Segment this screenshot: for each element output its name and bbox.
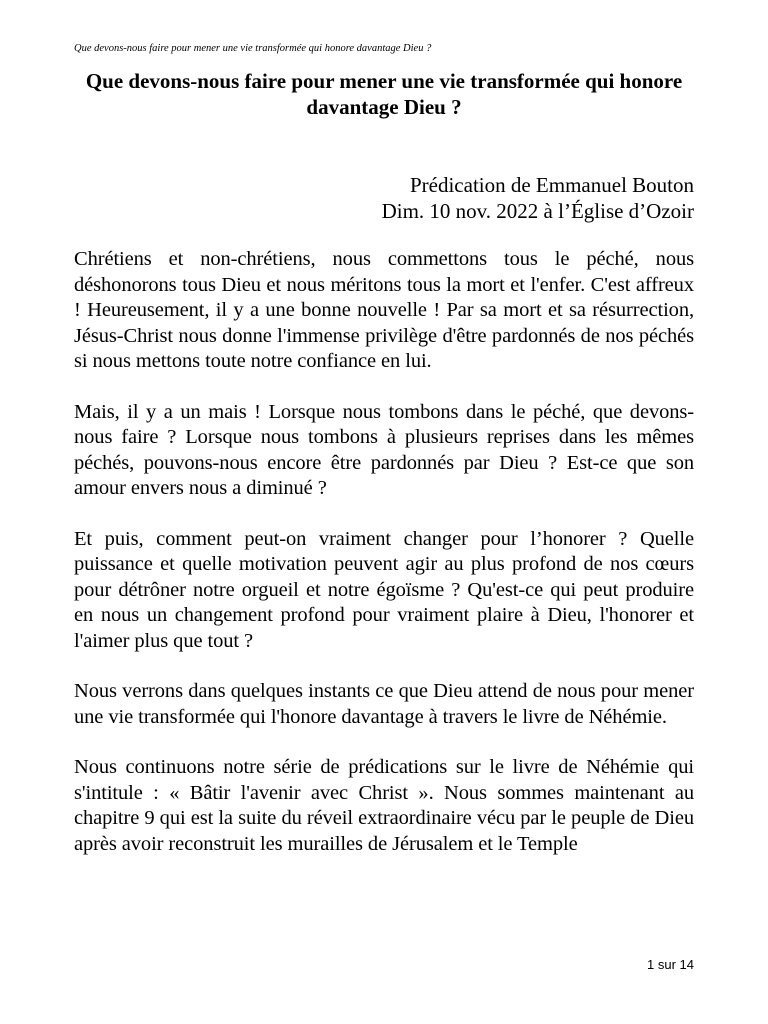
- body-text: [74, 247, 694, 882]
- document-title: Que devons-nous faire pour mener une vie transformée qui honore davantage Dieu ?: [85, 69, 683, 119]
- paragraph: Et puis, comment peut-on vraiment changer pour l’honorer ? Quelle puissance et quelle motivation peuvent agir au plus profond de nos cœurs pour détrôner notre orgueil et notre égoïsme ? Qu'est-ce qui peut produire en nous un changement profond pour vraiment plaire à Dieu, l'honorer et l'aimer plus que tout ?: [74, 527, 694, 652]
- paragraph: Nous continuons notre série de prédications sur le livre de Néhémie qui s'intitule : « Bâtir l'avenir avec Christ ». Nous sommes maintenant au chapitre 9 qui est la suite du réveil extraordinaire vécu par le peuple de Dieu après avoir reconstruit les murailles de Jérusalem et le Temple: [74, 756, 694, 855]
- page-number: 1 sur 14: [647, 957, 694, 972]
- paragraph: Nous verrons dans quelques instants ce que Dieu attend de nous pour mener une vie transformée qui l'honore davantage à travers le livre de Néhémie.: [74, 680, 694, 728]
- paragraph: Mais, il y a un mais ! Lorsque nous tombons dans le péché, que devons-nous faire ? Lorsque nous tombons à plusieurs reprises dans les mêmes péchés, pouvons-nous encore être pardonnés par Dieu ? Est-ce que son amour envers nous a diminué ?: [74, 400, 694, 499]
- paragraph: Chrétiens et non-chrétiens, nous commettons tous le péché, nous déshonorons tous Dieu et nous méritons tous la mort et l'enfer. C'est affreux ! Heureusement, il y a une bonne nouvelle ! Par sa mort et sa résurrection, Jésus-Christ nous donne l'immense privilège d'être pardonnés de nos péchés si nous mettons toute notre confiance en lui.: [74, 248, 694, 372]
- author-line: Prédication de Emmanuel Bouton: [409, 173, 694, 197]
- running-header: Que devons-nous faire pour mener une vie transformée qui honore davantage Dieu ?: [74, 43, 432, 54]
- date-line: Dim. 10 nov. 2022 à l’Église d’Ozoir: [381, 199, 694, 223]
- byline: [74, 172, 694, 224]
